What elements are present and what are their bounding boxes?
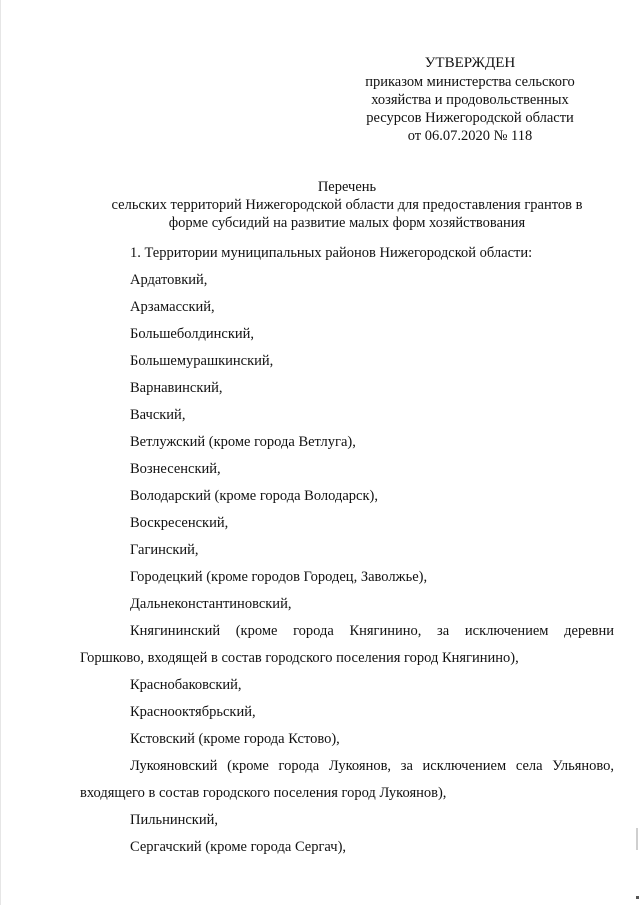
scan-edge-mark: [636, 896, 639, 899]
list-item: Краснооктябрьский,: [130, 704, 256, 720]
list-item-multiline-first: Лукояновский (кроме города Лукоянов, за исключением села Ульяново,: [130, 758, 614, 774]
list-item: Пильнинский,: [130, 812, 218, 828]
list-item: Варнавинский,: [130, 380, 223, 396]
list-item: Гагинский,: [130, 542, 199, 558]
list-item: Ветлужский (кроме города Ветлуга),: [130, 434, 356, 450]
approval-line: хозяйства и продовольственных: [371, 92, 569, 108]
list-item: Кстовский (кроме города Кстово),: [130, 731, 340, 747]
approval-stamp: [340, 54, 600, 145]
list-item: Володарский (кроме города Володарск),: [130, 488, 378, 504]
list-item: Краснобаковский,: [130, 677, 242, 693]
approval-date: от 06.07.2020 № 118: [407, 128, 533, 144]
scan-edge-mark: [0, 0, 1, 905]
list-item: Арзамасский,: [130, 299, 215, 315]
approval-heading: УТВЕРЖДЕН: [424, 55, 516, 71]
list-item: Вознесенский,: [130, 461, 221, 477]
scan-edge-mark: [636, 828, 638, 850]
approval-line: ресурсов Нижегородской области: [366, 110, 574, 126]
approval-line: приказом министерства сельского: [365, 74, 575, 90]
list-item-multiline-first: Княгининский (кроме города Княгинино, за исключением деревни: [130, 623, 614, 639]
list-item-multiline-cont: Горшково, входящей в состав городского поселения город Княгинино),: [80, 650, 519, 666]
list-item-multiline-cont: входящего в состав городского поселения город Лукоянов),: [80, 785, 447, 801]
list-item: Вачский,: [130, 407, 186, 423]
list-item: Воскресенский,: [130, 515, 229, 531]
section-heading: 1. Территории муниципальных районов Нижегородской области:: [130, 245, 533, 261]
territory-list: [80, 240, 614, 861]
list-item: Ардатовкий,: [130, 272, 208, 288]
list-item: Сергачский (кроме города Сергач),: [130, 839, 347, 855]
document-title: [80, 178, 614, 232]
list-item: Большеболдинский,: [130, 326, 255, 342]
title-line: форме субсидий на развитие малых форм хозяйствования: [168, 215, 526, 231]
list-item: Дальнеконстантиновский,: [130, 596, 292, 612]
list-item: Городецкий (кроме городов Городец, Заволжье),: [130, 569, 428, 585]
title-line: сельских территорий Нижегородской области для предоставления грантов в: [111, 197, 583, 213]
title-heading: Перечень: [317, 179, 377, 195]
list-item: Большемурашкинский,: [130, 353, 274, 369]
